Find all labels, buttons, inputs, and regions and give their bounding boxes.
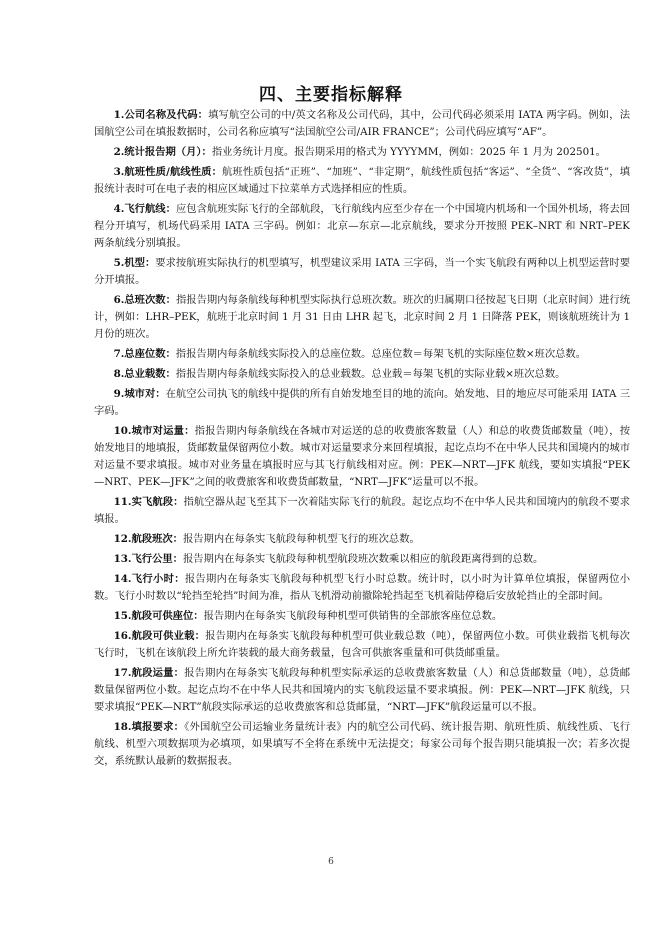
indicator-text: 应包含航班实际飞行的全部航段，飞行航线内应至少存在一个中国境内机场和一个国外机场，将去回程分开填写，机场代码采用 IATA 三字码。例如：北京—东京—北京航线，要求分开按照 PEK–NRT 和 NRT–PEK 两条航线分别填报。 [94,203,630,249]
indicator-item [94,255,630,289]
indicator-text: 指报告期内每条航线实际投入的总座位数。总座位数＝每架飞机的实际座位数×班次总数。 [175,348,587,360]
indicator-text: 填写航空公司的中/英文名称及公司代码，其中，公司代码必须采用 IATA 两字码。例如，法国航空公司在填报数据时，公司名称应填写“法国航空公司/AIR FRANCE”；公司代码应填写“AF”。 [94,109,630,138]
indicator-term: 4.飞行航线： [113,203,176,215]
section-title: 四、主要指标解释 [259,85,403,105]
indicator-text: 报告期内在每条实飞航段每种机型实际承运的总收费旅客数量（人）和总货邮数量（吨），总货邮数量保留两位小数。起讫点均不在中华人民共和国境内的实飞航段运量不要求填报。例：PEK—NRT—JFK 航线，只要求填报“PEK—NRT”航段实际承运的总收费旅客和总货邮量，“NRT—JFK”航段运量可以不报。 [94,667,630,713]
indicator-term: 9.城市对： [113,388,166,400]
indicator-item [94,386,630,420]
indicator-term: 14.飞行小时： [113,573,185,585]
indicator-list [94,107,630,773]
indicator-text: 报告期内在每条实飞航段每种机型可供业载总数（吨），保留两位小数。可供业载指飞机每次飞行时，飞机在该航段上所允许装载的最大商务载量，包含可供旅客重量和可供货邮重量。 [94,630,630,659]
indicator-item [94,628,630,662]
indicator-item [94,366,630,383]
indicator-term: 7.总座位数： [113,348,176,360]
indicator-text: 《外国航空公司运输业务量统计表》内的航空公司代码、统计报告期、航班性质、航线性质、飞行航线、机型六项数据项为必填项，如果填写不全将在系统中无法提交；每家公司每个报告期只能填报一次；若多次提交，系统默认最新的数据报表。 [94,721,630,767]
indicator-text: 报告期内在每条实飞航段每种机型航段班次数乘以相应的航段距离得到的总数。 [182,553,544,565]
page-number: 6 [328,857,334,867]
indicator-text: 指业务统计月度。报告期采用的格式为 YYYYMM，例如：2025 年 1 月为 202501。 [211,146,606,158]
indicator-text: 指报告期内每条航线每种机型实际执行总班次数。班次的归属期口径按起飞日期（北京时间）进行统计，例如：LHR–PEK，航班于北京时间 1 月 31 日由 LHR 起飞，北京时间 2 月 1 日降落 PEK，则该航班统计为 1 月份的班次。 [94,294,630,340]
indicator-text: 报告期内在每条实飞航段每种机型飞行小时总数。统计时，以小时为计算单位填报，保留两位小数。飞行小时数以“轮挡至轮挡”时间为准，指从飞机滑动前撤除轮挡起至飞机着陆停稳后安放轮挡止的全部时间。 [94,573,630,602]
indicator-term: 15.航段可供座位： [113,610,204,622]
indicator-term: 13.飞行公里： [113,553,183,565]
indicator-term: 6.总班次数： [113,294,176,306]
indicator-text: 指航空器从起飞至其下一次着陆实际飞行的航段。起讫点均不在中华人民共和国境内的航段不要求填报。 [94,496,630,525]
indicator-text: 指报告期内每条航线实际投入的总业载数。总业载＝每架飞机的实际业载×班次总数。 [175,368,566,380]
indicator-item [94,201,630,252]
indicator-term: 3.航班性质/航线性质： [113,166,223,178]
indicator-term: 11.实飞航段： [113,496,184,508]
indicator-term: 2.统计报告期（月）： [113,146,212,158]
indicator-item [94,571,630,605]
indicator-term: 5.机型： [113,257,156,269]
indicator-text: 报告期内在每条实飞航段每种机型可供销售的全部旅客座位总数。 [203,610,503,622]
indicator-item [94,608,630,625]
indicator-item [94,531,630,548]
indicator-item [94,494,630,528]
indicator-term: 10.城市对运量： [113,425,195,437]
indicator-text: 报告期内在每条实飞航段每种机型飞行的班次总数。 [182,533,420,545]
indicator-term: 16.航段可供业载： [113,630,206,642]
indicator-term: 18.填报要求： [113,721,185,733]
indicator-item [94,423,630,491]
indicator-text: 航班性质包括“正班”、“加班”、“非定期”，航线性质包括“客运”、“全货”、“客改货”，填报统计表时可在电子表的相应区域通过下拉菜单方式选择相应的性质。 [94,166,631,195]
indicator-text: 要求按航班实际执行的机型填写，机型建议采用 IATA 三字码，当一个实飞航段有两种以上机型运营时要分开填报。 [94,257,631,286]
indicator-term: 12.航段班次： [113,533,183,545]
indicator-item [94,144,630,161]
indicator-item [94,719,630,770]
indicator-item [94,551,630,568]
indicator-text: 指报告期内每条航线在各城市对运送的总的收费旅客数量（人）和总的收费货邮数量（吨），按始发地目的地填报，货邮数量保留两位小数。城市对运量要求分来回程填报，起讫点均不在中华人民共和国境内的城市对运量不要求填报。城市对业务量在填报时应与其飞行航线相对应。例：PEK—NRT—JFK 航线，要如实填报“PEK—NRT、PEK—JFK”之间的收费旅客和收费货邮数量，“NRT—JFK”运量可以不报。 [94,425,630,488]
indicator-term: 17.航段运量： [113,667,185,679]
indicator-item [94,346,630,363]
indicator-term: 1.公司名称及代码： [113,109,209,121]
indicator-item [94,665,630,716]
indicator-item [94,292,630,343]
indicator-text: 在航空公司执飞的航线中提供的所有自始发地至目的地的流向。始发地、目的地应尽可能采用 IATA 三字码。 [94,388,631,417]
indicator-item [94,107,630,141]
indicator-item [94,164,630,198]
indicator-term: 8.总业载数： [113,368,176,380]
